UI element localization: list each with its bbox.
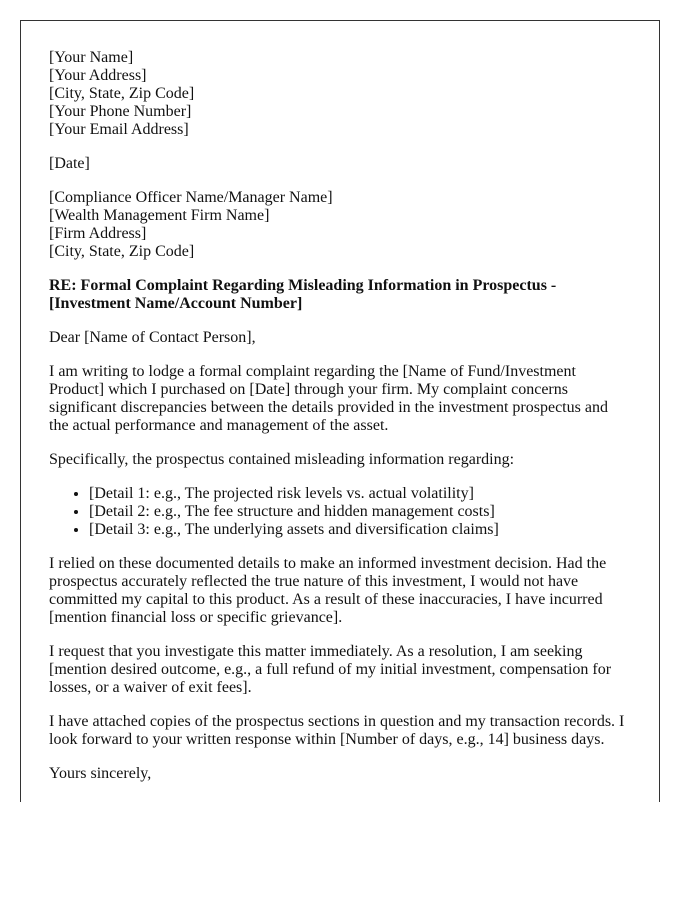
closing: Yours sincerely,: [49, 765, 152, 782]
subject-line: [49, 277, 631, 313]
detail-item: • [Detail 1: e.g., The projected risk levels vs. actual volatility]: [89, 485, 631, 503]
request-paragraph: I request that you investigate this matter immediately. As a resolution, I am seeking [mention desired outcome, e.g., a full refund of my initial investment, compensation for losses, or a waiver of exit fees].: [49, 643, 612, 696]
recipient-firm: [Wealth Management Firm Name]: [49, 207, 270, 224]
recipient-address: [Firm Address]: [49, 225, 147, 242]
sender-city-state-zip: [City, State, Zip Code]: [49, 85, 195, 102]
intro-paragraph: I am writing to lodge a formal complaint regarding the [Name of Fund/Investment Product] which I purchased on [Date] through your firm. My complaint concerns significant discrepancies between the details provided in the investment prospectus and the actual performance and management of the asset.: [49, 363, 608, 434]
sender-name: [Your Name]: [49, 49, 134, 66]
detail-item: • [Detail 3: e.g., The underlying assets and diversification claims]: [89, 521, 631, 539]
reliance-paragraph: I relied on these documented details to make an informed investment decision. Had the prospectus accurately reflected the true nature of this investment, I would not have committed my capital to this product. As a result of these inaccuracies, I have incurred [mention financial loss or specific grievance].: [49, 555, 607, 626]
sender-email: [Your Email Address]: [49, 121, 189, 138]
attachments-paragraph: I have attached copies of the prospectus sections in question and my transaction records. I look forward to your written response within [Number of days, e.g., 14] business days.: [49, 713, 625, 748]
sender-address: [Your Address]: [49, 67, 147, 84]
sender-address-block: [49, 49, 631, 139]
sender-phone: [Your Phone Number]: [49, 103, 192, 120]
letter-date: [Date]: [49, 155, 90, 172]
detail-list: [49, 485, 631, 539]
recipient-address-block: [49, 189, 631, 261]
recipient-name: [Compliance Officer Name/Manager Name]: [49, 189, 333, 206]
subject-line-1: RE: Formal Complaint Regarding Misleading Information in Prospectus -: [49, 277, 557, 294]
recipient-city-state-zip: [City, State, Zip Code]: [49, 243, 195, 260]
list-intro-paragraph: Specifically, the prospectus contained misleading information regarding:: [49, 451, 515, 468]
subject-line-2: [Investment Name/Account Number]: [49, 295, 303, 312]
letter-page: [20, 20, 660, 802]
salutation: Dear [Name of Contact Person],: [49, 329, 256, 346]
detail-item: • [Detail 2: e.g., The fee structure and hidden management costs]: [89, 503, 631, 521]
